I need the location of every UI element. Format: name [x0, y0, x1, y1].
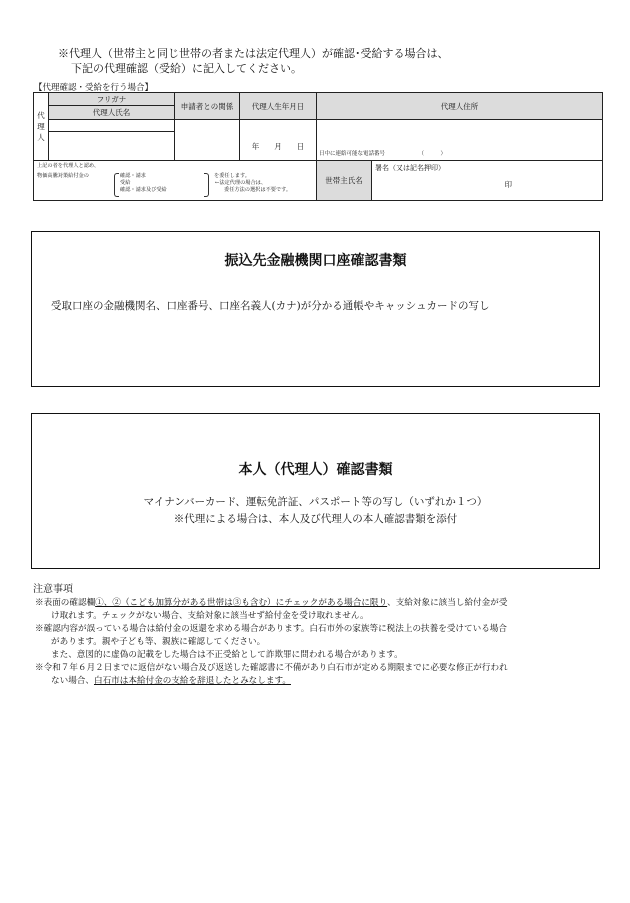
option-both[interactable]: 確認・請求及び受給 — [120, 187, 167, 193]
proxy-intro — [58, 46, 449, 76]
relation-header: 申請者との関係 — [175, 93, 240, 120]
notes-heading: 注意事項 — [33, 584, 73, 595]
option-receive[interactable]: 受給 — [120, 180, 131, 186]
birthdate-format: 年 月 日 — [251, 142, 305, 151]
note-2-cont: があります。親や子ども等、親族に確認してください。 — [51, 637, 266, 647]
proxy-name-field[interactable] — [49, 132, 175, 161]
proxy-side-label: 代 理 人 — [34, 93, 49, 161]
householder-header: 世帯主氏名 — [317, 161, 372, 201]
options-close-bracket — [204, 173, 209, 197]
daytime-phone-label: 日中に連絡可能な電話番号 — [319, 151, 386, 157]
address-field[interactable] — [317, 120, 603, 161]
note-2-cont-2: また、意図的に虚偽の記載をした場合は不正受給として詐欺罪に問われる場合があります。 — [51, 650, 403, 660]
notes-section — [33, 583, 603, 688]
intro-line-2: 下記の代理確認（受給）に記入してください。 — [71, 62, 302, 75]
intro-line-1: ※代理人（世帯主と同じ世帯の者または法定代理人）が確認･受給する場合は、 — [58, 47, 449, 60]
proxy-form-table — [33, 92, 603, 201]
delegate-text: を委任します。 — [214, 173, 250, 179]
proxy-section-title: 【代理確認・受給を行う場合】 — [34, 83, 154, 93]
option-confirm[interactable]: 確認・請求 — [120, 173, 146, 179]
id-box-line-2: ※代理による場合は、本人及び代理人の本人確認書類を添付 — [173, 513, 458, 525]
delegation-line-2: 物価高騰対策給付金の — [37, 173, 89, 179]
delegation-cell — [34, 161, 317, 201]
identity-documents-box — [31, 413, 600, 569]
signature-label: 署名（又は記名押印） — [375, 164, 445, 172]
bank-account-documents-box — [31, 231, 600, 387]
birthdate-field[interactable] — [240, 120, 317, 161]
phone-parens: （ ） — [418, 151, 447, 157]
note-2: ※確認内容が誤っている場合は給付金の返還を求める場合があります。白石市外の家族等に税法上の扶養を受けている場合 — [35, 624, 507, 634]
legal-note-2: 委任方法の選択は不要です。 — [224, 187, 292, 193]
note-3: ※令和７年６月２日までに返信がない場合及び返送した確認書に不備があり白石市が定める期限までに必要な修正が行われ — [35, 663, 508, 673]
note-1-cont: け取れます。チェックがない場合、支給対象に該当せず給付金を受け取れません。 — [51, 611, 369, 621]
legal-note-1: ←法定代理の場合は、 — [215, 180, 267, 186]
relation-field[interactable] — [175, 120, 240, 161]
note-1: ※表面の確認欄①、②（こども加算分がある世帯は③も含む）にチェックがある場合に限り、支給対象に該当し給付金が受 — [35, 598, 508, 608]
furigana-header: フリガナ — [49, 93, 175, 106]
bank-box-text: 受取口座の金融機関名、口座番号、口座名義人(カナ)が分かる通帳やキャッシュカードの写し — [51, 300, 490, 312]
birthdate-header: 代理人生年月日 — [240, 93, 317, 120]
note-3-cont: ない場合、白石市は本給付金の支給を辞退したとみなします。 — [51, 676, 291, 686]
furigana-field[interactable] — [49, 120, 175, 132]
id-box-line-1: マイナンバーカード、運転免許証、パスポート等の写し（いずれか１つ） — [143, 496, 488, 508]
signature-field[interactable] — [372, 161, 603, 201]
address-header: 代理人住所 — [317, 93, 603, 120]
bank-box-title: 振込先金融機関口座確認書類 — [224, 253, 407, 269]
proxy-name-header: 代理人氏名 — [49, 106, 175, 120]
delegation-line-1: 上記の者を代理人と認め、 — [37, 163, 100, 169]
seal-mark: 印 — [504, 180, 512, 189]
options-open-bracket — [114, 173, 119, 197]
id-box-title: 本人（代理人）確認書類 — [238, 462, 393, 478]
